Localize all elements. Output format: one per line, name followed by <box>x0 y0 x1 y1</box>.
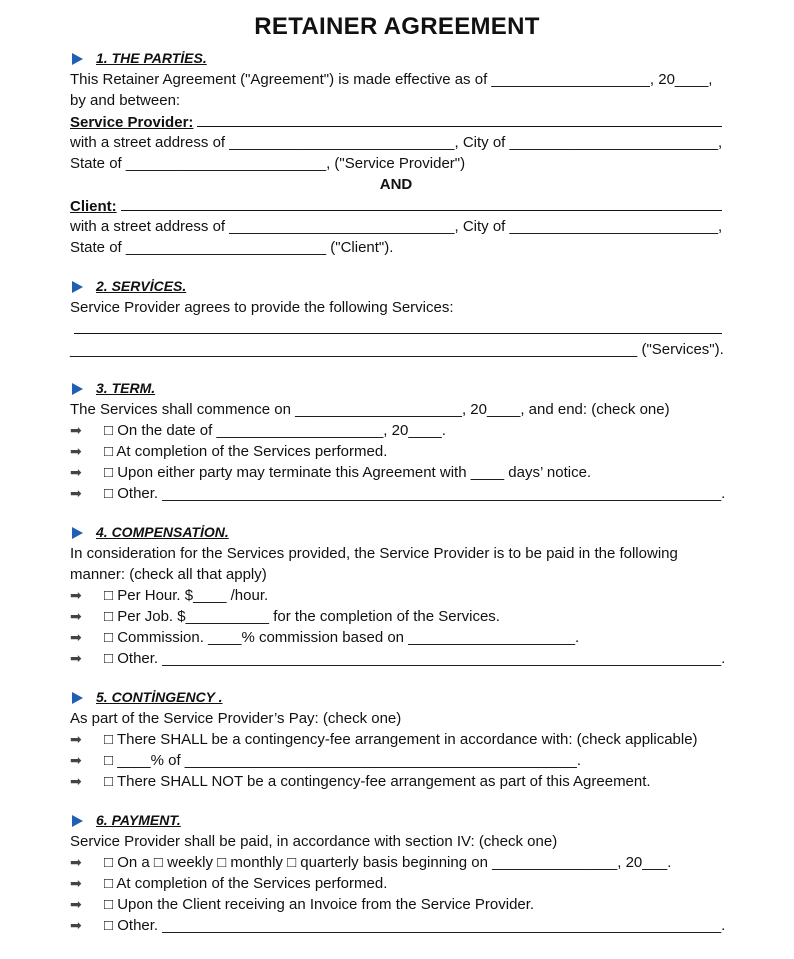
line-text: □ Commission. ____% commission based on ____________________. <box>104 629 580 646</box>
section-heading <box>70 810 722 831</box>
arrow-bullet-icon: ➡ <box>70 608 82 624</box>
arrow-bullet-icon: ➡ <box>70 587 82 603</box>
text-line <box>70 174 722 195</box>
line-text: with a street address of ___________________________, City of _________________________, <box>70 218 723 235</box>
line-text: □ At completion of the Services performed. <box>104 875 388 892</box>
checkbox-option <box>70 441 722 462</box>
line-text: □ At completion of the Services performed. <box>104 443 388 460</box>
line-text: In consideration for the Services provided, the Service Provider is to be paid in the following <box>70 545 678 562</box>
line-text: □ ____% of _______________________________________________. <box>104 752 582 769</box>
arrow-bullet-icon: ➡ <box>70 422 82 438</box>
section-5 <box>70 687 722 792</box>
line-text: Service Provider shall be paid, in accordance with section IV: (check one) <box>70 833 558 850</box>
line-text: □ On the date of ____________________, 20____. <box>104 422 446 439</box>
text-line <box>70 237 722 258</box>
blank-field[interactable] <box>121 195 722 211</box>
line-text: □ Per Hour. $____ /hour. <box>104 587 269 604</box>
triangle-bullet-icon <box>72 53 83 65</box>
text-line <box>70 132 722 153</box>
section-heading <box>70 276 722 297</box>
checkbox-option <box>70 462 722 483</box>
line-text: □ Upon either party may terminate this Agreement with ____ days’ notice. <box>104 464 592 481</box>
arrow-bullet-icon: ➡ <box>70 650 82 666</box>
text-line <box>70 297 722 318</box>
section-heading-text: 4. COMPENSATİON. <box>96 524 229 540</box>
section-heading <box>70 48 722 69</box>
line-text: □ Per Job. $__________ for the completion of the Services. <box>104 608 500 625</box>
arrow-bullet-icon: ➡ <box>70 854 82 870</box>
text-line <box>70 318 722 339</box>
arrow-bullet-icon: ➡ <box>70 443 82 459</box>
section-heading-text: 5. CONTİNGENCY . <box>96 689 223 705</box>
arrow-bullet-icon: ➡ <box>70 485 82 501</box>
section-4 <box>70 522 726 669</box>
text-line <box>70 399 722 420</box>
line-text: □ On a □ weekly □ monthly □ quarterly basis beginning on _______________, 20___. <box>104 854 672 871</box>
text-line <box>70 339 722 360</box>
checkbox-option <box>70 750 722 771</box>
arrow-bullet-icon: ➡ <box>70 731 82 747</box>
checkbox-option <box>70 873 722 894</box>
checkbox-option <box>70 894 722 915</box>
checkbox-option <box>70 606 722 627</box>
arrow-bullet-icon: ➡ <box>70 629 82 645</box>
text-line <box>70 543 722 564</box>
line-text: □ Other. ___________________________________________________________________. <box>104 485 726 502</box>
checkbox-option <box>70 771 722 792</box>
field-label: Service Provider: <box>70 114 194 131</box>
text-line <box>70 111 722 132</box>
line-text: AND <box>379 176 413 193</box>
line-text: □ Upon the Client receiving an Invoice from the Service Provider. <box>104 896 535 913</box>
text-line <box>70 708 722 729</box>
section-heading <box>70 378 722 399</box>
line-text: □ There SHALL be a contingency-fee arrangement in accordance with: (check applicable) <box>104 731 698 748</box>
section-heading-text: 2. SERVİCES. <box>96 278 187 294</box>
section-heading-text: 6. PAYMENT. <box>96 812 181 828</box>
section-heading <box>70 687 722 708</box>
checkbox-option <box>70 852 722 873</box>
line-text: □ Other. ___________________________________________________________________. <box>104 650 726 667</box>
section-1 <box>70 48 722 258</box>
section-heading-text: 1. THE PARTİES. <box>96 50 207 66</box>
triangle-bullet-icon <box>72 281 83 293</box>
triangle-bullet-icon <box>72 527 83 539</box>
blank-field[interactable] <box>197 111 722 127</box>
section-6 <box>70 810 726 936</box>
line-text: □ Other. ___________________________________________________________________. <box>104 917 726 934</box>
text-line <box>70 69 722 90</box>
text-line <box>70 153 722 174</box>
blank-field[interactable] <box>74 318 722 334</box>
arrow-bullet-icon: ➡ <box>70 464 82 480</box>
triangle-bullet-icon <box>72 383 83 395</box>
checkbox-option <box>70 729 722 750</box>
checkbox-option <box>70 627 722 648</box>
document-title: RETAINER AGREEMENT <box>254 13 540 40</box>
line-text: As part of the Service Provider’s Pay: (check one) <box>70 710 402 727</box>
line-text: This Retainer Agreement ("Agreement") is made effective as of ___________________, 20____, <box>70 71 713 88</box>
line-text: State of ________________________, ("Service Provider") <box>70 155 466 172</box>
triangle-bullet-icon <box>72 692 83 704</box>
field-label: Client: <box>70 198 117 215</box>
line-text: manner: (check all that apply) <box>70 566 267 583</box>
arrow-bullet-icon: ➡ <box>70 896 82 912</box>
section-heading <box>70 522 722 543</box>
line-text: by and between: <box>70 92 181 109</box>
line-text: Service Provider agrees to provide the following Services: <box>70 299 454 316</box>
line-text: with a street address of ___________________________, City of _________________________, <box>70 134 723 151</box>
text-line <box>70 831 722 852</box>
checkbox-option <box>70 483 726 504</box>
arrow-bullet-icon: ➡ <box>70 875 82 891</box>
triangle-bullet-icon <box>72 815 83 827</box>
text-line <box>70 564 722 585</box>
arrow-bullet-icon: ➡ <box>70 752 82 768</box>
checkbox-option <box>70 585 722 606</box>
text-line <box>70 216 722 237</box>
line-text: ____________________________________________________________________ ("Services"). <box>70 341 724 358</box>
line-text: State of ________________________ ("Client"). <box>70 239 394 256</box>
text-line <box>70 90 722 111</box>
checkbox-option <box>70 915 726 936</box>
section-heading-text: 3. TERM. <box>96 380 156 396</box>
text-line <box>70 195 722 216</box>
checkbox-option <box>70 648 726 669</box>
checkbox-option <box>70 420 722 441</box>
line-text: The Services shall commence on ____________________, 20____, and end: (check one) <box>70 401 670 418</box>
document-body <box>70 48 726 954</box>
arrow-bullet-icon: ➡ <box>70 773 82 789</box>
arrow-bullet-icon: ➡ <box>70 917 82 933</box>
section-3 <box>70 378 726 504</box>
section-2 <box>70 276 722 360</box>
line-text: □ There SHALL NOT be a contingency-fee arrangement as part of this Agreement. <box>104 773 651 790</box>
